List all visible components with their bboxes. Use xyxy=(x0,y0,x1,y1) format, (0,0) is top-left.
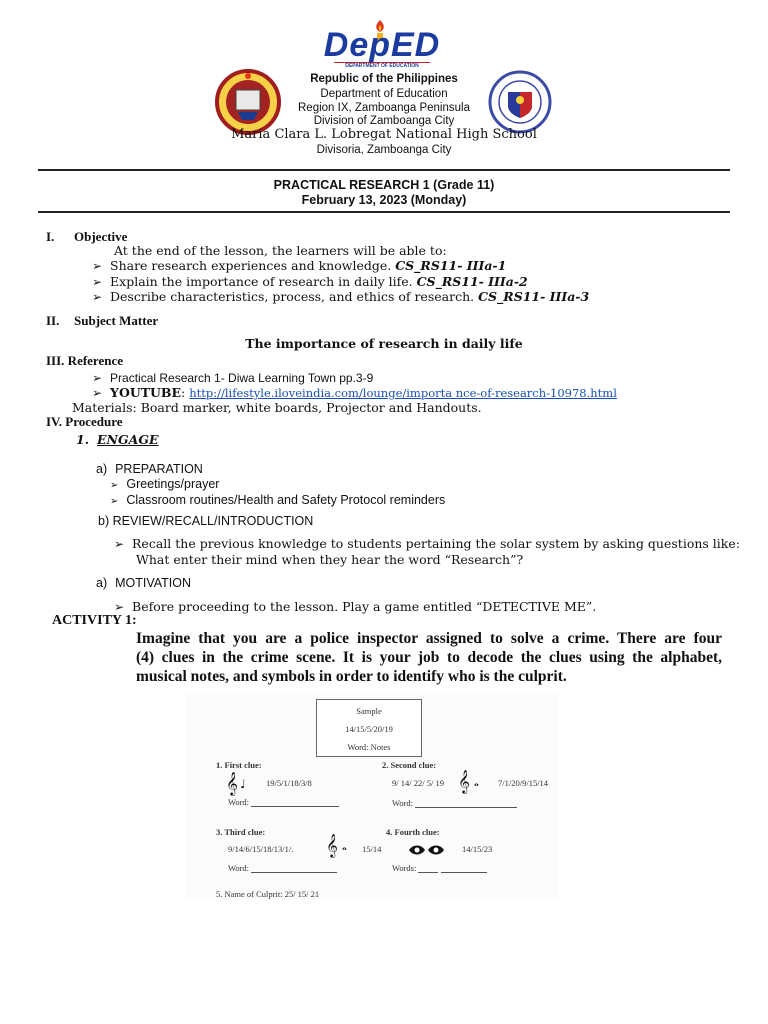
engage-heading: 1. ENGAGE xyxy=(76,432,159,447)
music-note-icon: ♩ xyxy=(240,777,246,791)
subject-matter-heading: Subject Matter xyxy=(74,313,159,328)
preparation-item: ➢ Classroom routines/Health and Safety Protocol reminders xyxy=(110,493,446,507)
clue-4-words: Words: xyxy=(392,863,487,873)
arrow-bullet-icon: ➢ xyxy=(114,537,125,551)
deped-logo xyxy=(322,16,442,68)
sample-box xyxy=(316,699,422,757)
arrow-bullet-icon: ➢ xyxy=(92,386,103,400)
reference-heading: III. Reference xyxy=(46,353,124,368)
review-heading: b) REVIEW/RECALL/INTRODUCTION xyxy=(98,514,314,528)
arrow-bullet-icon: ➢ xyxy=(92,290,103,304)
arrow-bullet-icon: ➢ xyxy=(110,496,119,507)
sample-title: Sample xyxy=(356,706,382,716)
school-address: Divisoria, Zamboanga City xyxy=(316,144,452,156)
reference-youtube: ➢ YOUTUBE: http://lifestyle.iloveindia.com/lounge/importa nce-of-research-10978.html xyxy=(92,385,617,400)
lesson-date: February 13, 2023 (Monday) xyxy=(301,193,467,207)
treble-clef-icon: 𝄞 xyxy=(326,833,338,857)
department-text: Department of Education xyxy=(320,88,448,100)
clue-3-label: 3. Third clue: xyxy=(216,827,266,837)
school-name: Maria Clara L. Lobregat National High School xyxy=(231,127,537,142)
activity-instructions: Imagine that you are a police inspector assigned to solve a crime. There are four (4) clues in the crime scene. It is your job to decode the clues using the alphabet, musical notes, and symbols in order to identify who is the culprit. xyxy=(136,630,722,685)
activity-heading: ACTIVITY 1: xyxy=(52,613,137,628)
republic-text: Republic of the Philippines xyxy=(310,73,458,85)
clue-4-label: 4. Fourth clue: xyxy=(386,827,440,837)
materials-text: Materials: Board marker, white boards, Projector and Handouts. xyxy=(72,400,482,415)
clue-1-code: 19/5/1/18/3/8 xyxy=(266,778,312,788)
clue-2-code-b: 7/1/20/9/15/14 xyxy=(498,778,549,788)
culprit-line: 5. Name of Culprit: 25/ 15/ 21 xyxy=(216,889,320,899)
reference-book: ➢ Practical Research 1- Diwa Learning Town pp.3-9 xyxy=(92,371,374,385)
deped-logo-text: DepED xyxy=(323,26,441,64)
clue-1-label: 1. First clue: xyxy=(216,760,262,770)
motivation-item: ➢ Before proceeding to the lesson. Play a game entitled “DETECTIVE ME”. xyxy=(114,599,597,614)
arrow-bullet-icon: ➢ xyxy=(92,275,103,289)
topic-title: The importance of research in daily life xyxy=(245,336,523,351)
deped-logo-sub: DEPARTMENT OF EDUCATION xyxy=(334,62,430,69)
clue-2-code-a: 9/ 14/ 22/ 5/ 19 xyxy=(392,778,444,788)
puzzle-image xyxy=(186,693,558,900)
treble-clef-icon: 𝄞 xyxy=(226,771,238,795)
arrow-bullet-icon: ➢ xyxy=(92,259,103,273)
clue-3-word: Word: xyxy=(228,863,337,873)
divider-top xyxy=(38,169,730,171)
eye-icon xyxy=(408,842,446,856)
subject-matter-number: II. xyxy=(46,313,60,328)
clue-3-code-a: 9/14/6/15/18/13/1/. xyxy=(228,844,294,854)
arrow-bullet-icon: ➢ xyxy=(110,480,119,491)
clue-4-code: 14/15/23 xyxy=(462,844,493,854)
divider-bottom xyxy=(38,211,730,213)
review-item-continued: What enter their mind when they hear the word “Research”? xyxy=(136,552,524,567)
objective-intro: At the end of the lesson, the learners will be able to: xyxy=(114,243,447,258)
objective-item: ➢ Describe characteristics, process, and ethics of research. CS_RS11- IIIa-3 xyxy=(92,289,590,304)
whole-note-icon: 𝅝 xyxy=(474,775,479,789)
motivation-heading: a) MOTIVATION xyxy=(96,576,191,590)
region-text: Region IX, Zamboanga Peninsula xyxy=(298,102,470,114)
objective-number: I. xyxy=(46,229,55,244)
treble-clef-icon: 𝄞 xyxy=(458,769,470,793)
clue-1-word: Word: xyxy=(228,797,339,807)
whole-note-icon: 𝅝 xyxy=(342,839,347,853)
objective-item: ➢ Explain the importance of research in daily life. CS_RS11- IIIa-2 xyxy=(92,274,528,289)
objective-item: ➢ Share research experiences and knowledge. CS_RS11- IIIa-1 xyxy=(92,258,507,273)
clue-2-label: 2. Second clue: xyxy=(382,760,437,770)
arrow-bullet-icon: ➢ xyxy=(92,371,103,385)
clue-3-code-b: 15/14 xyxy=(362,844,382,854)
sample-code: 14/15/5/20/19 xyxy=(345,724,393,734)
sample-word: Word: Notes xyxy=(347,742,391,752)
objective-heading: Objective xyxy=(74,229,128,244)
youtube-link[interactable]: http://lifestyle.iloveindia.com/lounge/importa nce-of-research-10978.html xyxy=(189,386,617,400)
division-text: Division of Zamboanga City xyxy=(313,115,455,127)
preparation-heading: a) PREPARATION xyxy=(96,462,203,476)
procedure-heading: IV. Procedure xyxy=(46,414,123,429)
preparation-item: ➢ Greetings/prayer xyxy=(110,477,220,491)
subject-title: PRACTICAL RESEARCH 1 (Grade 11) xyxy=(273,178,495,192)
review-item: ➢ Recall the previous knowledge to students pertaining the solar system by asking questions like: xyxy=(114,536,740,551)
arrow-bullet-icon: ➢ xyxy=(114,600,125,614)
clue-2-word: Word: xyxy=(392,798,517,808)
